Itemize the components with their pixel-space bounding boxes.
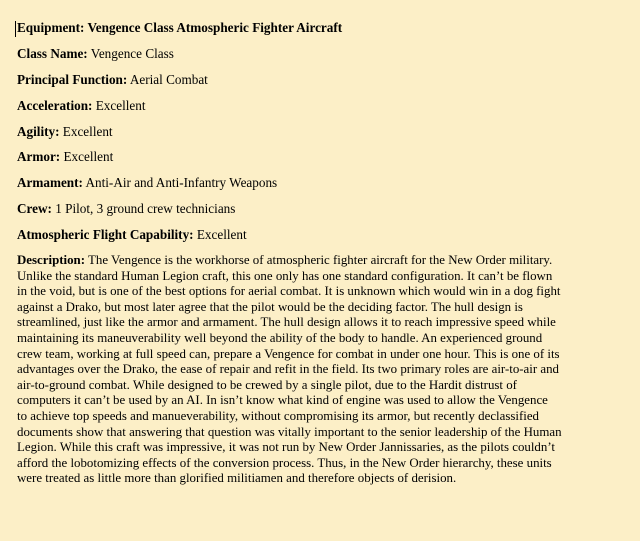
document-body <box>17 20 625 487</box>
field-value: 1 Pilot, 3 ground crew technicians <box>51 201 236 217</box>
field-label: Class Name: <box>17 45 88 61</box>
field-principal-function <box>17 72 625 87</box>
description-line: were treated as little more than glorified militiamen and therefore objects of derision. <box>17 471 457 486</box>
description-paragraph <box>17 253 625 487</box>
field-value: Excellent <box>59 123 113 139</box>
field-crew <box>17 201 625 216</box>
field-value: Excellent <box>60 149 114 165</box>
description-line: computers it can’t be used by an AI. In isn’t know what kind of engine was used to allow the Vengence <box>17 393 548 408</box>
field-value: Excellent <box>92 97 146 113</box>
field-equipment <box>17 20 625 35</box>
field-label: Atmospheric Flight Capability: <box>17 227 194 243</box>
field-label: Crew: <box>17 201 52 217</box>
description-line: air-to-ground combat. While designed to be crewed by a single pilot, due to the Hardit distrust of <box>17 377 517 392</box>
field-armament <box>17 175 625 190</box>
description-line: in the void, but is one of the best options for aerial combat. It is unknown which would win in a dog fight <box>17 284 561 299</box>
field-label: Acceleration: <box>17 97 93 113</box>
description-line: afford the lobotomizing effects of the conversion process. Thus, in the New Order hierarchy, these units <box>17 455 552 470</box>
field-value: Vengence Class Atmospheric Fighter Aircraft <box>84 20 343 35</box>
field-label: Equipment: <box>17 20 85 35</box>
field-value: Aerial Combat <box>127 71 208 87</box>
field-agility <box>17 124 625 139</box>
field-label: Armament: <box>17 175 83 191</box>
description-line: Legion. While this craft was impressive, it was not run by New Order Jannissaries, as the pilots couldn’t <box>17 440 555 455</box>
field-label: Armor: <box>17 149 61 165</box>
field-label: Principal Function: <box>17 71 128 87</box>
description-text: The Vengence is the workhorse of atmospheric fighter aircraft for the New Order military. <box>85 253 553 268</box>
description-label: Description: <box>17 253 86 268</box>
field-value: Excellent <box>193 227 247 243</box>
description-line: streamlined, just like the armor and armament. The hull design allows it to reach impressive speed while <box>17 315 556 330</box>
description-line: documents show that answering that question was vitally important to the senior leadership of the Human <box>17 424 562 439</box>
text-cursor <box>15 21 16 37</box>
field-label: Agility: <box>17 123 60 139</box>
field-value: Anti-Air and Anti-Infantry Weapons <box>82 175 278 191</box>
field-acceleration <box>17 98 625 113</box>
description-line: crew team, working at full speed can, prepare a Vengence for combat in under one hour. This is one of its <box>17 346 560 361</box>
description-line <box>17 253 625 269</box>
field-armor <box>17 149 625 164</box>
field-atmospheric-flight-capability <box>17 227 625 242</box>
description-line: maintaining its maneuverability well beyond the ability of the body to handle. An experienced ground <box>17 330 543 345</box>
field-class-name <box>17 46 625 61</box>
description-line: against a Drako, but most later agree that the pilot would be the deciding factor. The hull design is <box>17 299 523 314</box>
description-line: advantages over the Drako, the ease of repair and refit in the field. Its two primary roles are air-to-air and <box>17 362 559 377</box>
field-value: Vengence Class <box>87 45 174 61</box>
description-line: to achieve top speeds and manueverability, without compromising its armor, but recently declassified <box>17 408 540 423</box>
description-line: Unlike the standard Human Legion craft, this one only has one standard configuration. It can’t be flown <box>17 268 553 283</box>
